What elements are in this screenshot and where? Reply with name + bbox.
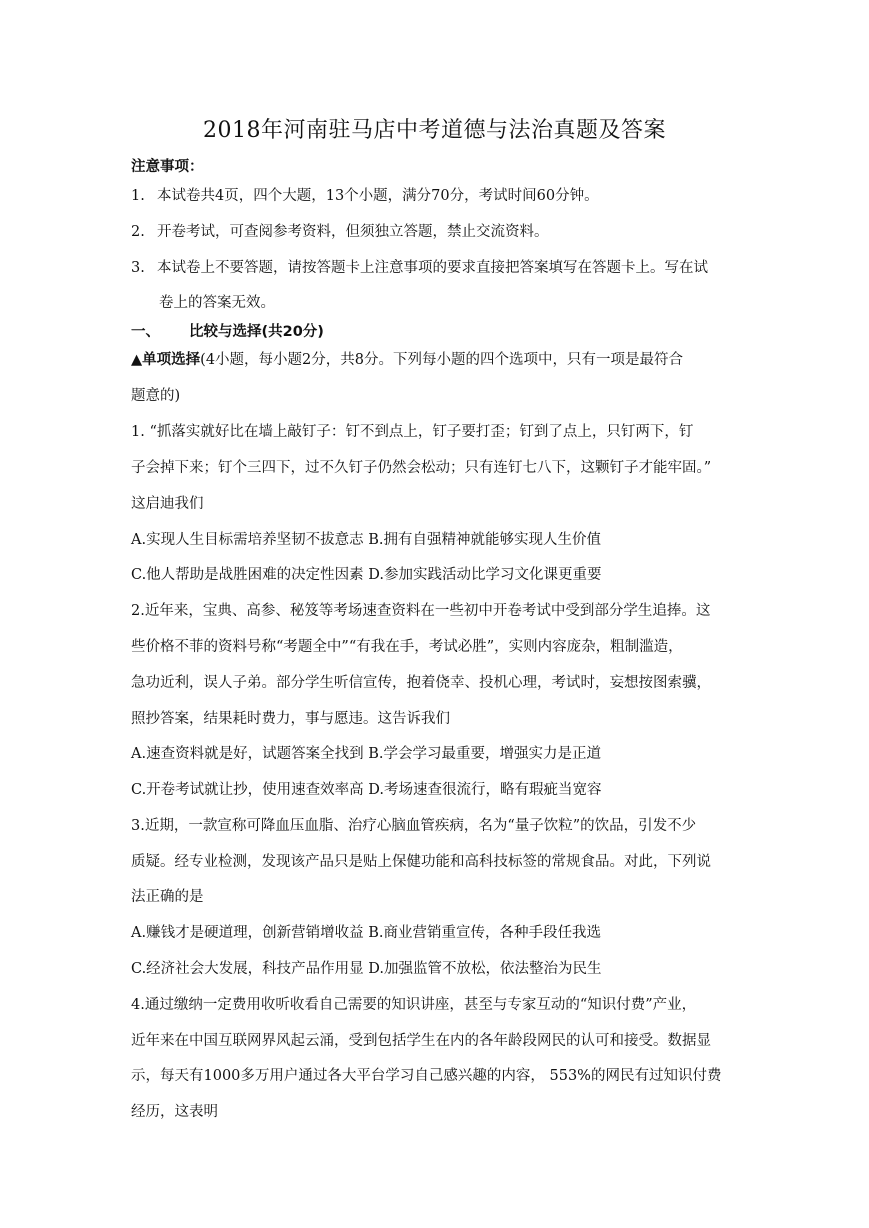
answer-option-row: C.经济社会大发展，科技产品作用显 D.加强监管不放松，依法整治为民生: [131, 961, 602, 977]
notice-item-number: 2.: [131, 224, 145, 240]
question-line: 照抄答案，结果耗时费力，事与愿违。这告诉我们: [131, 711, 450, 727]
answer-option-row: A.实现人生目标需培养坚韧不拔意志 B.拥有自强精神就能够实现人生价值: [131, 532, 601, 548]
notice-item-continuation: 卷上的答案无效。: [159, 295, 275, 311]
question-line: 示，每天有1000多万用户通过各大平台学习自己感兴趣的内容， 553%的网民有过知识付费: [131, 1068, 722, 1084]
notice-item-number: 1.: [131, 188, 145, 204]
section-title: 比较与选择(共20分): [189, 324, 324, 340]
notice-item: [131, 186, 599, 206]
section-heading: [131, 322, 324, 342]
notice-item-number: 3.: [131, 260, 145, 276]
notice-item-text: 本试卷共4页，四个大题，13个小题，满分70分，考试时间60分钟。: [157, 188, 599, 204]
question-line: 3.近期，一款宣称可降血压血脂、治疗心脑血管疾病，名为“量子饮粒”的饮品，引发不少: [131, 818, 697, 834]
question-line: 近年来在中国互联网界风起云涌，受到包括学生在内的各年龄段网民的认可和接受。数据显: [131, 1033, 711, 1049]
answer-option-row: C.他人帮助是战胜困难的决定性因素 D.参加实践活动比学习文化课更重要: [131, 567, 602, 583]
page-title: 2018年河南驻马店中考道德与法治真题及答案: [203, 118, 666, 143]
question-line: 子会掉下来；钉个三四下，过不久钉子仍然会松动；只有连钉七八下，这颗钉子才能牢固。”: [131, 460, 712, 476]
question-line: 法正确的是: [131, 889, 204, 905]
single-choice-label: ▲单项选择: [131, 352, 201, 368]
question-line: 4.通过缴纳一定费用收听收看自己需要的知识讲座，甚至与专家互动的“知识付费”产业，: [131, 997, 697, 1013]
notice-item: [131, 222, 549, 242]
notice-item: [131, 258, 708, 278]
single-choice-desc-cont: 题意的): [131, 388, 181, 404]
question-line: 这启迪我们: [131, 496, 204, 512]
answer-option-row: A.速查资料就是好，试题答案全找到 B.学会学习最重要，增强实力是正道: [131, 746, 601, 762]
notice-item-text: 本试卷上不要答题，请按答题卡上注意事项的要求直接把答案填写在答题卡上。写在试: [157, 260, 708, 276]
question-line: 经历，这表明: [131, 1104, 218, 1120]
notice-item-text: 开卷考试，可查阅参考资料，但须独立答题，禁止交流资料。: [157, 224, 549, 240]
notice-heading: 注意事项：: [131, 159, 204, 175]
answer-option-row: A.赚钱才是硬道理，创新营销增收益 B.商业营销重宣传，各种手段任我选: [131, 925, 601, 941]
question-line: 些价格不菲的资料号称“考题全中”“有我在手，考试必胜”，实则内容庞杂，粗制滥造，: [131, 639, 683, 655]
single-choice-intro: [131, 350, 683, 370]
question-line: 急功近利，误人子弟。部分学生听信宣传，抱着侥幸、投机心理，考试时，妄想按图索骥，: [131, 675, 711, 691]
question-line: 2.近年来，宝典、高参、秘笈等考场速查资料在一些初中开卷考试中受到部分学生追捧。这: [131, 603, 711, 619]
single-choice-desc: (4小题，每小题2分，共8分。下列每小题的四个选项中，只有一项是最符合: [200, 352, 683, 368]
question-line: 1. “抓落实就好比在墙上敲钉子：钉不到点上，钉子要打歪；钉到了点上，只钉两下，钉: [131, 424, 694, 440]
question-line: 质疑。经专业检测，发现该产品只是贴上保健功能和高科技标签的常规食品。对此，下列说: [131, 854, 711, 870]
section-number: 一、: [131, 324, 160, 340]
answer-option-row: C.开卷考试就让抄，使用速查效率高 D.考场速查很流行，略有瑕疵当宽容: [131, 782, 602, 798]
